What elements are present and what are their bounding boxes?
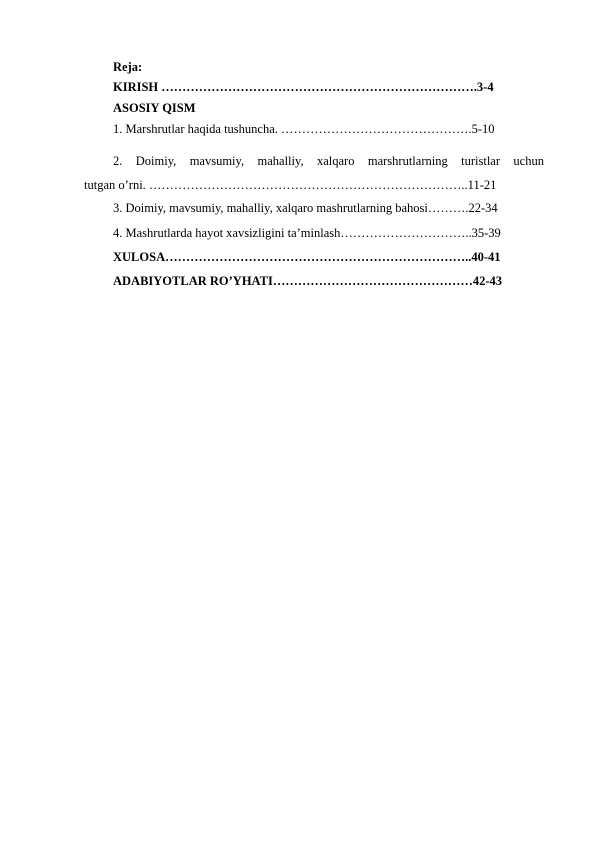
toc-entry-2-word: uchun bbox=[513, 154, 544, 168]
toc-entry-2-line2: tutgan o’rni. …………………………………………………………………..11-21 bbox=[84, 178, 497, 192]
toc-entry-2-word: marshrutlarning bbox=[367, 154, 448, 168]
toc-entry-2-word: Doimiy, bbox=[135, 154, 177, 168]
toc-entry-kirish: KIRISH ………………………………………………………………….3-4 bbox=[113, 80, 494, 94]
toc-entry-3: 3. Doimiy, mavsumiy, mahalliy, xalqaro mashrutlarning bahosi……….22-34 bbox=[113, 201, 498, 215]
toc-entry-2-word: turistlar bbox=[461, 154, 501, 168]
toc-entry-2-word: 2. bbox=[113, 154, 123, 168]
toc-section-asosiy: ASOSIY QISM bbox=[113, 101, 196, 115]
toc-entry-2-word: mavsumiy, bbox=[189, 154, 245, 168]
toc-entry-2-line1 bbox=[113, 153, 544, 169]
toc-entry-adabiyotlar: ADABIYOTLAR RO’YHATI…………………………………………42-43 bbox=[113, 274, 503, 288]
toc-entry-2-word: xalqaro bbox=[316, 154, 355, 168]
toc-entry-2-word: mahalliy, bbox=[257, 154, 304, 168]
toc-entry-4: 4. Mashrutlarda hayot xavsizligini ta’minlash…………………………..35-39 bbox=[113, 226, 501, 240]
toc-entry-xulosa: XULOSA………………………………………………………………..40-41 bbox=[113, 250, 501, 264]
toc-entry-1: 1. Marshrutlar haqida tushuncha. ……………………………………….5-10 bbox=[113, 122, 495, 136]
toc-heading: Reja: bbox=[113, 60, 143, 74]
